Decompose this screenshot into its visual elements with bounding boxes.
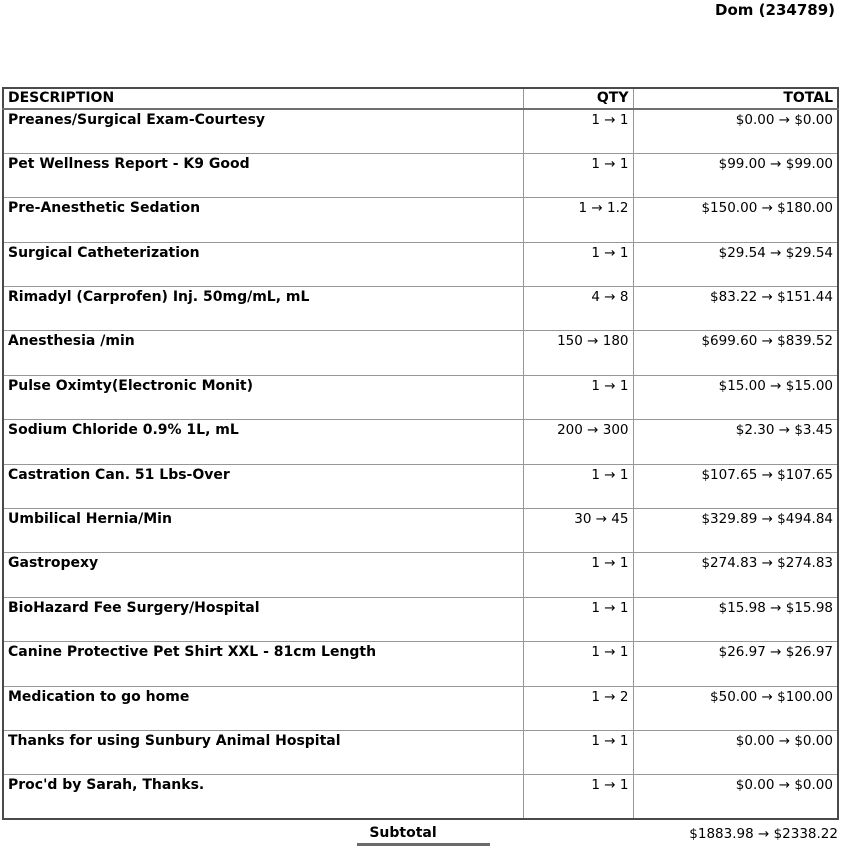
line-item-description: Anesthesia /min bbox=[3, 331, 523, 375]
line-item-row bbox=[3, 198, 838, 242]
line-item-qty: 1 → 1 bbox=[523, 464, 633, 508]
line-item-qty: 30 → 45 bbox=[523, 509, 633, 553]
line-item-description: Thanks for using Sunbury Animal Hospital bbox=[3, 730, 523, 774]
line-item-qty: 150 → 180 bbox=[523, 331, 633, 375]
line-item-description: Medication to go home bbox=[3, 686, 523, 730]
line-item-qty: 4 → 8 bbox=[523, 287, 633, 331]
line-item-row bbox=[3, 553, 838, 597]
line-item-description: BioHazard Fee Surgery/Hospital bbox=[3, 597, 523, 641]
line-item-description: Pet Wellness Report - K9 Good bbox=[3, 153, 523, 197]
line-item-row bbox=[3, 420, 838, 464]
line-item-row bbox=[3, 730, 838, 774]
line-item-qty: 1 → 2 bbox=[523, 686, 633, 730]
line-item-total: $0.00 → $0.00 bbox=[633, 775, 838, 819]
line-item-description: Rimadyl (Carprofen) Inj. 50mg/mL, mL bbox=[3, 287, 523, 331]
line-item-row bbox=[3, 331, 838, 375]
line-item-total: $150.00 → $180.00 bbox=[633, 198, 838, 242]
line-item-description: Pre-Anesthetic Sedation bbox=[3, 198, 523, 242]
line-item-row bbox=[3, 775, 838, 819]
line-item-description: Surgical Catheterization bbox=[3, 242, 523, 286]
line-item-total: $99.00 → $99.00 bbox=[633, 153, 838, 197]
subtotal-label: Subtotal bbox=[369, 825, 437, 841]
line-item-total: $0.00 → $0.00 bbox=[633, 730, 838, 774]
line-item-total: $0.00 → $0.00 bbox=[633, 109, 838, 153]
line-item-total: $699.60 → $839.52 bbox=[633, 331, 838, 375]
line-item-description: Canine Protective Pet Shirt XXL - 81cm Length bbox=[3, 642, 523, 686]
column-header-description: DESCRIPTION bbox=[3, 88, 523, 109]
line-item-qty: 1 → 1 bbox=[523, 775, 633, 819]
line-item-total: $50.00 → $100.00 bbox=[633, 686, 838, 730]
line-item-row bbox=[3, 686, 838, 730]
line-item-total: $274.83 → $274.83 bbox=[633, 553, 838, 597]
line-item-description: Proc'd by Sarah, Thanks. bbox=[3, 775, 523, 819]
line-item-qty: 1 → 1.2 bbox=[523, 198, 633, 242]
line-item-qty: 1 → 1 bbox=[523, 597, 633, 641]
line-item-total: $26.97 → $26.97 bbox=[633, 642, 838, 686]
line-item-total: $29.54 → $29.54 bbox=[633, 242, 838, 286]
column-header-total: TOTAL bbox=[633, 88, 838, 109]
line-item-total: $329.89 → $494.84 bbox=[633, 509, 838, 553]
subtotal-value: $1883.98 → $2338.22 bbox=[689, 826, 838, 842]
line-item-row bbox=[3, 642, 838, 686]
line-item-row bbox=[3, 109, 838, 153]
column-header-qty: QTY bbox=[523, 88, 633, 109]
line-item-qty: 200 → 300 bbox=[523, 420, 633, 464]
line-item-description: Preanes/Surgical Exam-Courtesy bbox=[3, 109, 523, 153]
line-item-row bbox=[3, 509, 838, 553]
line-item-description: Gastropexy bbox=[3, 553, 523, 597]
line-item-qty: 1 → 1 bbox=[523, 642, 633, 686]
line-item-row bbox=[3, 287, 838, 331]
line-item-description: Sodium Chloride 0.9% 1L, mL bbox=[3, 420, 523, 464]
line-item-row bbox=[3, 153, 838, 197]
line-item-row bbox=[3, 464, 838, 508]
line-item-row bbox=[3, 375, 838, 419]
line-item-description: Pulse Oximty(Electronic Monit) bbox=[3, 375, 523, 419]
line-item-qty: 1 → 1 bbox=[523, 242, 633, 286]
table-header-row bbox=[3, 88, 838, 109]
line-item-total: $15.00 → $15.00 bbox=[633, 375, 838, 419]
line-item-qty: 1 → 1 bbox=[523, 109, 633, 153]
line-item-description: Castration Can. 51 Lbs-Over bbox=[3, 464, 523, 508]
line-item-row bbox=[3, 242, 838, 286]
line-item-total: $15.98 → $15.98 bbox=[633, 597, 838, 641]
patient-title: Dom (234789) bbox=[715, 1, 835, 19]
line-item-row bbox=[3, 597, 838, 641]
line-item-description: Umbilical Hernia/Min bbox=[3, 509, 523, 553]
line-items-table bbox=[2, 87, 839, 820]
line-item-qty: 1 → 1 bbox=[523, 153, 633, 197]
line-item-total: $83.22 → $151.44 bbox=[633, 287, 838, 331]
line-item-total: $107.65 → $107.65 bbox=[633, 464, 838, 508]
line-item-qty: 1 → 1 bbox=[523, 730, 633, 774]
line-item-total: $2.30 → $3.45 bbox=[633, 420, 838, 464]
line-item-qty: 1 → 1 bbox=[523, 375, 633, 419]
line-item-qty: 1 → 1 bbox=[523, 553, 633, 597]
